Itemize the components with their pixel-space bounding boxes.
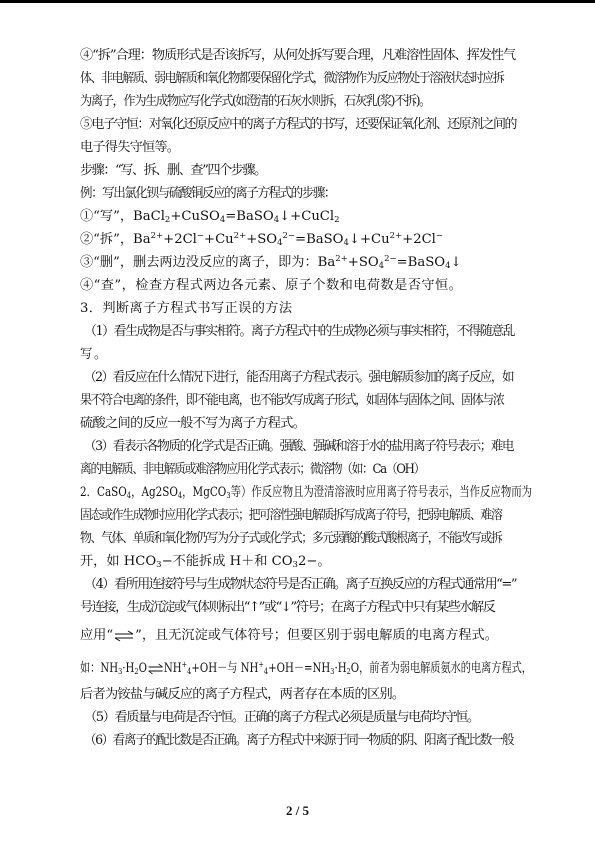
text-segment: 号连接，生成沉淀或气体则标出“↑”或“↓”符号；在离子方程式中只有某些水解反 [80, 600, 495, 615]
text-segment: −不能拆成 H＋和 CO [161, 554, 293, 569]
subscript: 3 [156, 560, 162, 570]
text-line [84, 324, 523, 340]
text-segment: （5）看质量与电荷是否守恒。正确的离子方程式必须是质量与电荷均守恒。 [84, 710, 479, 725]
text-segment: 离的电解质、非电解质或难溶物应用化学式表示；微溶物（如：Ca（OH） [80, 462, 425, 477]
text-segment: ”，且无沉淀或气体符号；但要区别于弱电解质的电离方程式。 [135, 628, 498, 643]
text-line [84, 370, 532, 386]
equation-line [80, 232, 443, 248]
subscript: 3 [118, 667, 123, 677]
subscript: 2 [334, 215, 340, 225]
subscript: 2 [134, 667, 139, 677]
text-segment: 步骤：“写、拆、删、查”四个步骤。 [80, 163, 266, 178]
equation-line [80, 554, 331, 570]
reversible-arrow-icon [148, 663, 163, 675]
text-segment: =BaSO [396, 255, 446, 270]
superscript: 2− [282, 231, 296, 241]
text-line [80, 278, 462, 294]
text-segment: 体、非电解质、弱电解质和氧化物都要保留化学式，微溶物作为反应物处于溶液状态时应拆 [80, 71, 504, 86]
text-segment: 3．判断离子方程式书写正误的方法 [80, 301, 293, 316]
subscript: 2 [346, 667, 351, 677]
text-line [80, 163, 266, 179]
text-segment: +2Cl [163, 232, 197, 247]
superscript: − [196, 231, 205, 241]
text-segment: （1）看生成物是否与事实相符。离子方程式中的生成物必须与事实相符，不得随意乱 [84, 324, 515, 339]
text-segment: （2）看反应在什么情况下进行，能否用离子方程式表示。强电解质参加的离子反应，如 [84, 370, 514, 385]
text-line [80, 48, 515, 64]
text-segment: ①“写”，BaCl [80, 209, 165, 224]
text-segment: ③“删”，删去两边没反应的离子，即为：Ba [80, 255, 336, 270]
text-segment: =BaSO [295, 232, 344, 247]
text-line [80, 140, 179, 156]
text-line [84, 733, 532, 749]
superscript: + [181, 660, 188, 670]
text-segment: O，前者为弱电解质氨水的电离方程式， [350, 661, 532, 676]
superscript: + [258, 660, 264, 670]
text-line [80, 117, 524, 133]
subscript: 4 [277, 238, 283, 248]
text-segment: NH [163, 661, 182, 676]
text-line [80, 531, 532, 547]
subscript: 4 [378, 261, 385, 271]
subscript: 4 [126, 491, 132, 501]
text-line [80, 628, 498, 644]
text-segment: 等）作反应物且为澄清溶液时应用离子符号表示，当作反应物而为 [230, 485, 532, 500]
superscript: 2+ [335, 254, 348, 264]
subscript: 3 [330, 667, 335, 677]
subscript: 4 [219, 215, 226, 225]
text-segment: （4）看所用连接符号与生成物状态符号是否正确。离子互换反应的方程式通常用“=” [84, 577, 517, 592]
subscript: 3 [292, 560, 298, 570]
subscript: 4 [187, 667, 192, 677]
text-line [84, 710, 479, 726]
superscript: 2− [384, 254, 397, 264]
subscript: 3 [226, 491, 231, 501]
text-segment: +OH－=NH [268, 661, 331, 676]
text-segment: ·H [334, 661, 347, 676]
text-segment: ，Ag2SO [131, 485, 178, 500]
text-line [80, 186, 349, 202]
text-segment: +CuSO [170, 209, 220, 224]
text-segment: （3）看表示各物质的化学式是否正确。强酸、强碱和溶于水的盐用离子符号表示；难电 [84, 439, 514, 454]
text-segment: （6）看离子的配比数是否正确。离子方程式中来源于同一物质的阴、阳离子配比数一般 [84, 733, 514, 748]
subscript: 4 [263, 667, 269, 677]
text-segment: 物、气体、单质和氧化物仍写为分子式或化学式；多元弱酸的酸式酸根离子，不能改写或拆 [80, 531, 502, 546]
text-segment: +SO [246, 232, 278, 247]
text-line [80, 687, 404, 703]
superscript: 2+ [150, 231, 164, 241]
equation-line [80, 661, 532, 677]
subscript: 4 [445, 261, 451, 271]
text-segment: =BaSO [225, 209, 274, 224]
text-line [84, 439, 532, 455]
subscript: 4 [177, 491, 183, 501]
text-segment: 例：写出氯化钡与硫酸铜反应的离子方程式的步骤： [80, 186, 335, 201]
superscript: 2+ [389, 231, 403, 241]
text-segment: +Cu [204, 232, 234, 247]
text-line [80, 94, 457, 110]
page-number: 2 / 5 [285, 803, 310, 818]
text-segment: ④“查”，检查方程式两边各元素、原子个数和电荷数是否守恒。 [80, 278, 463, 293]
subscript: 4 [273, 215, 280, 225]
superscript: − [435, 231, 444, 241]
text-line [80, 462, 465, 478]
text-line [84, 577, 520, 593]
text-segment: ②“拆”，Ba [80, 232, 151, 247]
text-segment: 写。 [80, 347, 108, 362]
text-segment: ，MgCO [182, 485, 227, 500]
text-line [80, 393, 532, 409]
text-segment: 固态或作生成物时应用化学式表示；把可溶性强电解质拆写成离子符号，把弱电解质、难溶 [80, 508, 502, 523]
text-segment: 如：NH [80, 661, 119, 676]
equation-line [80, 485, 532, 501]
text-segment: ↓+Cu [348, 232, 390, 247]
text-line [80, 600, 494, 616]
section-heading [80, 301, 292, 317]
text-segment: ·H [122, 661, 135, 676]
subscript: 4 [343, 238, 349, 248]
text-segment: 硫酸之间的反应一般不写为离子方程式。 [80, 416, 306, 431]
equation-line [80, 255, 462, 271]
text-line [80, 71, 532, 87]
text-segment: ↓+CuCl [279, 209, 335, 224]
text-segment: ⑤电子守恒：对氧化还原反应中的离子方程式的书写，还要保证氧化剂、还原剂之间的 [80, 117, 516, 132]
text-segment: ↓ [450, 255, 462, 270]
text-segment: +OH－与 NH [191, 661, 259, 676]
text-line [80, 416, 305, 432]
text-segment: O [138, 661, 147, 676]
text-segment: 开，如 HCO [80, 554, 157, 569]
text-segment: 为离子，作为生成物应写化学式(如澄清的石灰水则拆，石灰乳(浆)不拆)。 [80, 94, 431, 109]
equation-line [80, 209, 340, 225]
text-line [80, 508, 532, 524]
text-segment: ④“拆”合理：物质形式是否该拆写，从何处拆写要合理，凡难溶性固体、挥发性气 [80, 48, 516, 63]
reversible-arrow-icon [114, 630, 134, 642]
text-segment: +2Cl [402, 232, 436, 247]
text-segment: 电子得失守恒等。 [80, 140, 180, 155]
text-segment: 应用“ [80, 628, 114, 643]
text-segment: 后者为铵盐与碱反应的离子方程式，两者存在本质的区别。 [80, 687, 405, 702]
text-segment: 2−。 [297, 554, 331, 569]
text-segment: +SO [347, 255, 379, 270]
text-segment: 果不符合电离的条件，即不能电离，也不能改写成离子形式，如固体与固体之间、固体与浓 [80, 393, 504, 408]
text-line [80, 347, 110, 363]
superscript: 2+ [233, 231, 247, 241]
subscript: 2 [164, 215, 171, 225]
text-segment: 2．CaSO [80, 485, 127, 500]
